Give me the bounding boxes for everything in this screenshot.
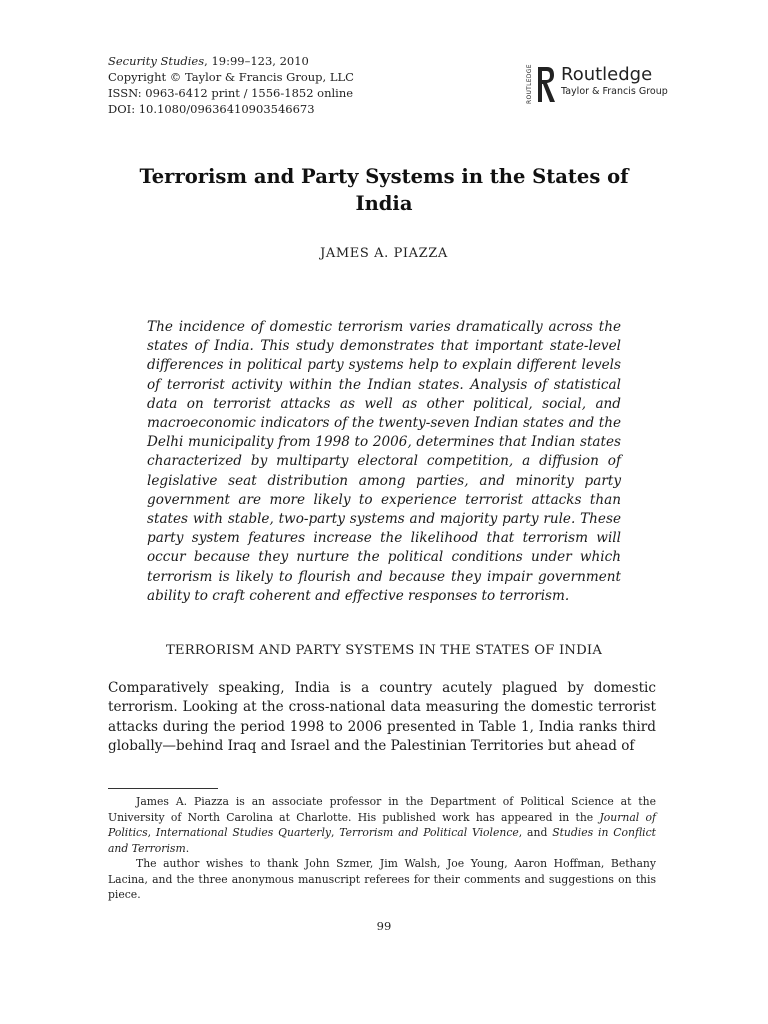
footnote-journal: Studies in Conflict and Terrorism [108, 826, 656, 855]
footnote-journal: Journal of Politics [108, 810, 657, 839]
article-abstract: The incidence of domestic terrorism varies dramatically across the states of India. This study demonstrates that important state-level differences in political party systems help to explain different levels of terrorist activity within the Indian states. Analysis of statistical data on terrorist attacks as well as other political, social, and macroeconomic indicators of the twenty-seven Indian states and the Delhi municipality from 1998 to 2006, determines that Indian states characterized by multiparty electoral competition, a diffusion of legislative seat distribution among parties, and minority party government are more likely to experience terrorist attacks than states with stable, two-party systems and majority party rule. These party system features increase the likelihood that terrorism will occur because they nurture the political conditions under which terrorism is likely to flourish and because they impair government ability to craft coherent and effective responses to terrorism. [147, 319, 621, 604]
footnote-acknowledgments: The author wishes to thank John Szmer, Jim Walsh, Joe Young, Aaron Hoffman, Bethany Lacina, and the three anonymous manuscript referees for their comments and suggestions on this piece. [108, 857, 656, 901]
footnote-journal: Terrorism and Political Violence [339, 826, 519, 839]
footnote-journal: International Studies Quarterly [155, 826, 332, 839]
doi-line: DOI: 10.1080/09636410903546673 [108, 102, 315, 116]
article-title: Terrorism and Party Systems in the States of India [139, 165, 629, 215]
footnote-divider [108, 788, 218, 789]
page-number: 99 [376, 919, 392, 933]
article-author: JAMES A. PIAZZA [320, 246, 448, 261]
copyright-line: Copyright © Taylor & Francis Group, LLC [108, 70, 354, 84]
footnotes [108, 794, 656, 903]
publisher-vertical-text: ROUTLEDGE [526, 64, 533, 104]
section-heading: TERRORISM AND PARTY SYSTEMS IN THE STATES OF INDIA [165, 643, 603, 658]
journal-citation [108, 53, 354, 69]
footnote-separator: , [331, 826, 340, 839]
citation-block [108, 53, 354, 117]
publisher-name: Routledge [561, 64, 653, 85]
issn-line: ISSN: 0963-6412 print / 1556-1852 online [108, 86, 354, 100]
body-paragraph: Comparatively speaking, India is a country acutely plagued by domestic terrorism. Looking at the cross-national data measuring the domestic terrorist attacks during the period 1998 to 2006 presented in Table 1, India ranks third globally—behind Iraq and Israel and the Palestinian Territories but ahead of [108, 680, 656, 754]
footnote-end: . [185, 841, 190, 855]
routledge-r-icon [535, 64, 557, 104]
footnote-author-bio [108, 794, 656, 856]
publisher-group: Taylor & Francis Group [561, 86, 668, 97]
journal-name: Security Studies [108, 54, 205, 68]
publisher-logo [526, 64, 668, 104]
footnote-text: James A. Piazza is an associate professor in the Department of Political Science at the University of North Carolina at Charlotte. His published work has appeared in the [108, 795, 656, 824]
volume-pages-year: , 19:99–123, 2010 [204, 54, 309, 68]
footnote-separator: , [147, 826, 156, 839]
footnote-separator: , and [518, 826, 553, 839]
